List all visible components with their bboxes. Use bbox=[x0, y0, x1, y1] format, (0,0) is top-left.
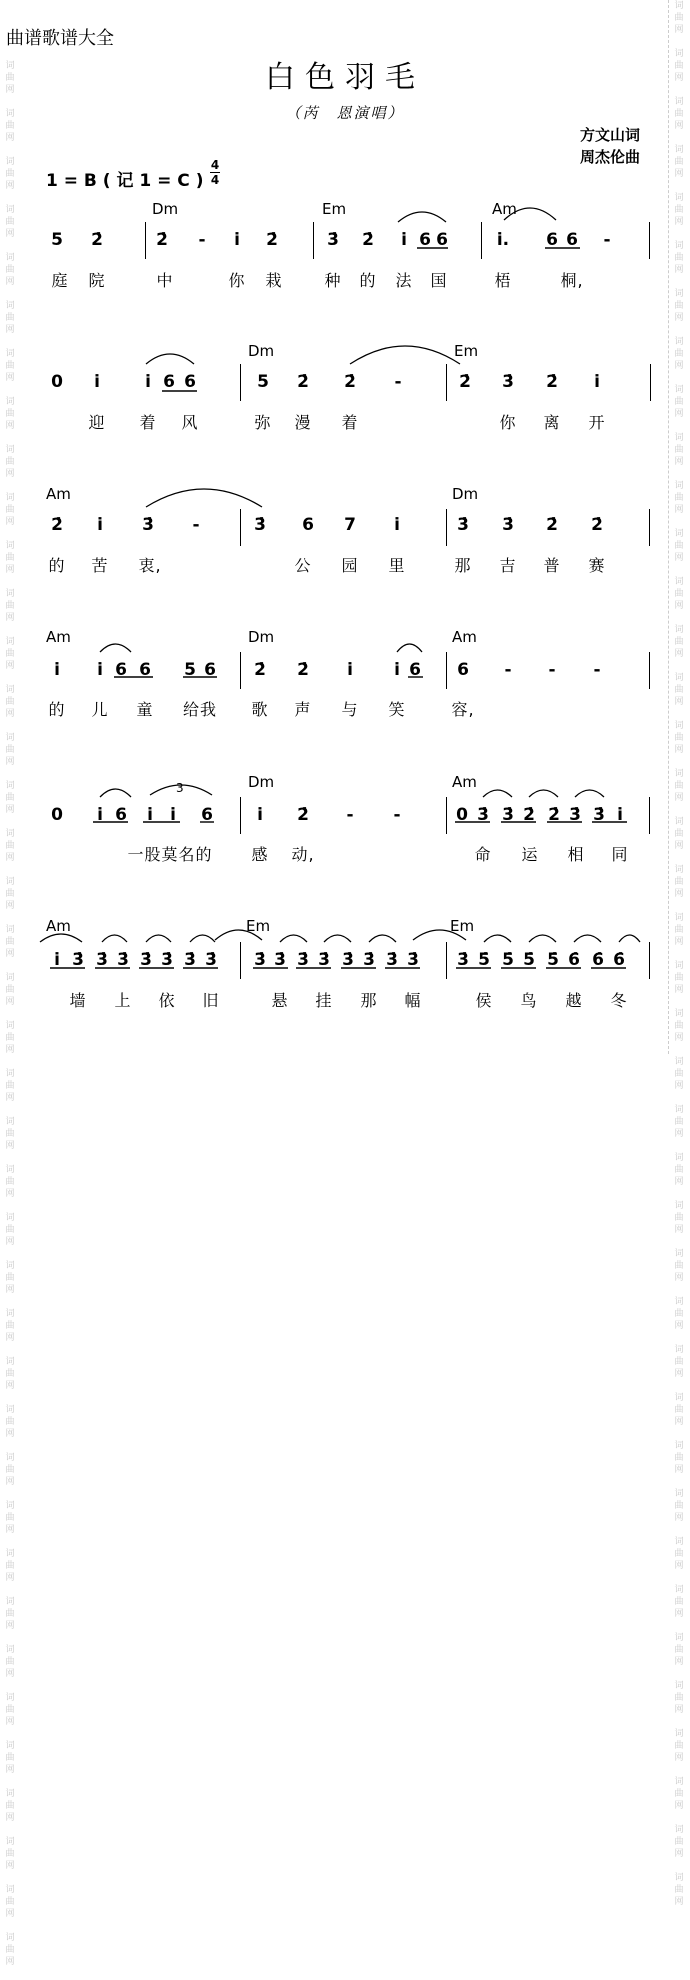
note: 2̇ bbox=[459, 372, 471, 392]
lyric-syllable: 挂 bbox=[315, 991, 333, 1010]
note: i̇ bbox=[594, 372, 600, 392]
key-signature: 1 = B ( 记 1 = C ) bbox=[46, 171, 204, 191]
lyric-syllable: 普 bbox=[543, 556, 561, 575]
note: 3̇ bbox=[502, 372, 514, 392]
slur bbox=[215, 930, 262, 940]
note: i̇ bbox=[94, 372, 100, 392]
note: 2̇ bbox=[156, 230, 168, 250]
note: 6 bbox=[436, 230, 448, 250]
chord-symbol: Am bbox=[46, 485, 71, 503]
slur bbox=[398, 212, 446, 222]
lyric-syllable: 歌 bbox=[251, 700, 269, 719]
slur bbox=[280, 935, 307, 942]
note: - bbox=[603, 230, 611, 250]
lyric-syllable: 里 bbox=[388, 556, 406, 575]
chord-symbol: Dm bbox=[248, 628, 275, 646]
lyric-syllable: 你 bbox=[499, 413, 517, 432]
note: 2̇ bbox=[297, 805, 309, 825]
slur bbox=[100, 789, 131, 797]
note: 3̇ bbox=[342, 950, 354, 970]
note: i̇ bbox=[147, 805, 153, 825]
note: 3̇ bbox=[254, 950, 266, 970]
note: 3̇ bbox=[274, 950, 286, 970]
lyric-syllable: 弥 bbox=[254, 413, 272, 432]
note: - bbox=[346, 805, 354, 825]
note: - bbox=[394, 372, 402, 392]
slur bbox=[397, 644, 422, 652]
note: i̇ bbox=[54, 950, 60, 970]
slur bbox=[575, 790, 604, 797]
lyric-syllable: 儿 bbox=[91, 700, 109, 719]
lyric-syllable: 的 bbox=[359, 271, 377, 290]
lyric-syllable: 国 bbox=[430, 271, 448, 290]
note: 5̇ bbox=[502, 950, 514, 970]
lyric-syllable: 命 bbox=[474, 845, 492, 864]
note: 5̇ bbox=[523, 950, 535, 970]
song-title: 白色羽毛 bbox=[265, 60, 425, 95]
lyric-syllable: 中 bbox=[156, 271, 174, 290]
note: 2̇ bbox=[546, 515, 558, 535]
note: 3̇ bbox=[96, 950, 108, 970]
composer-credit: 周杰伦曲 bbox=[579, 148, 640, 166]
time-signature-bottom: 4 bbox=[210, 173, 220, 187]
note: 3̇ bbox=[205, 950, 217, 970]
watermark-left: 词 曲 网 词 曲 网 词 曲 网 词 曲 网 词 曲 网 词 曲 网 词 曲 网 词 曲 网 词 曲 网 词 曲 网 词 曲 网 词 曲 网 词 曲 网 词 曲 网 词 曲 网 词 曲 网 词 曲 网 词 曲 网 词 曲 网 词 曲 网 词 曲 网 词 曲 网 词 曲 网 词 曲 网 词 曲 网 词 曲 网 词 曲 网 词 曲 网 词 曲 网 词 曲 网 词 曲 网 词 曲 网 词 曲 网 词 曲 网 词 曲 网 词 曲 网 词 曲 网 词 曲 网 词 曲 网 词 曲 网 bbox=[5, 61, 15, 1967]
chord-symbol: Am bbox=[46, 917, 71, 935]
lyric-syllable: 桐, bbox=[560, 271, 584, 290]
note: 6̇ bbox=[592, 950, 604, 970]
note: 3̇ bbox=[297, 950, 309, 970]
chord-symbol: Am bbox=[492, 200, 517, 218]
chord-symbol: Em bbox=[322, 200, 347, 218]
note: 5 bbox=[257, 372, 269, 392]
lyric-syllable: 你 bbox=[228, 271, 246, 290]
note: 2̇ bbox=[548, 805, 560, 825]
note: 3̇ bbox=[502, 805, 514, 825]
lyric-syllable: 栽 bbox=[265, 271, 283, 290]
note: i̇ bbox=[234, 230, 240, 250]
note: 3̇ bbox=[569, 805, 581, 825]
lyric-syllable: 吉 bbox=[499, 556, 517, 575]
note: - bbox=[548, 660, 556, 680]
lyric-syllable: 上 bbox=[114, 991, 132, 1010]
note: 2̇ bbox=[523, 805, 535, 825]
note: 3̇ bbox=[477, 805, 489, 825]
note: - bbox=[393, 805, 401, 825]
lyric-syllable: 的 bbox=[48, 556, 66, 575]
note: i̇ bbox=[97, 805, 103, 825]
lyric-syllable: 院 bbox=[88, 271, 106, 290]
lyric-syllable: 法 bbox=[395, 271, 413, 290]
slur bbox=[146, 935, 171, 942]
lyric-syllable: 越 bbox=[565, 991, 583, 1010]
lyric-syllable: 给我 bbox=[182, 700, 218, 719]
triplet-mark: 3 bbox=[176, 781, 184, 795]
note: i̇ bbox=[97, 660, 103, 680]
note: 3̇ bbox=[407, 950, 419, 970]
lyric-syllable: 声 bbox=[294, 700, 312, 719]
note: 3̇ bbox=[161, 950, 173, 970]
note: 6 bbox=[457, 660, 469, 680]
note: 2̇ bbox=[51, 515, 63, 535]
note: 6 bbox=[419, 230, 431, 250]
note: 6 bbox=[115, 660, 127, 680]
note: - bbox=[192, 515, 200, 535]
note: i̇ bbox=[54, 660, 60, 680]
lyric-syllable: 与 bbox=[341, 700, 359, 719]
note: 2̇ bbox=[362, 230, 374, 250]
time-signature-top: 4 bbox=[210, 158, 220, 172]
note: 0 bbox=[51, 805, 63, 825]
chord-symbol: Dm bbox=[248, 342, 275, 360]
lyric-syllable: 的 bbox=[48, 700, 66, 719]
note: 2̇ bbox=[254, 660, 266, 680]
lyric-syllable: 侯 bbox=[475, 991, 493, 1010]
lyric-syllable: 容, bbox=[451, 700, 475, 719]
lyric-syllable: 着 bbox=[341, 413, 359, 432]
note: 2̇ bbox=[297, 660, 309, 680]
lyric-syllable: 墙 bbox=[69, 991, 87, 1010]
lyric-syllable: 园 bbox=[341, 556, 359, 575]
lyric-syllable: 梧 bbox=[494, 271, 512, 290]
note: 6 bbox=[409, 660, 421, 680]
slur bbox=[102, 935, 127, 942]
watermark-right: 词 曲 网 词 曲 网 词 曲 网 词 曲 网 词 曲 网 词 曲 网 词 曲 网 词 曲 网 词 曲 网 词 曲 网 词 曲 网 词 曲 网 词 曲 网 词 曲 网 词 曲 网 词 曲 网 词 曲 网 词 曲 网 词 曲 网 词 曲 网 词 曲 网 词 曲 网 词 曲 网 词 曲 网 词 曲 网 词 曲 网 词 曲 网 词 曲 网 词 曲 网 词 曲 网 词 曲 网 词 曲 网 词 曲 网 词 曲 网 词 曲 网 词 曲 网 词 曲 网 词 曲 网 词 曲 网 词 曲 网 bbox=[674, 1, 684, 1907]
lyric-syllable: 依 bbox=[158, 991, 176, 1010]
lyric-syllable: 旧 bbox=[202, 991, 220, 1010]
note: 6 bbox=[302, 515, 314, 535]
note: 5̇ bbox=[547, 950, 559, 970]
lyric-syllable: 童 bbox=[136, 700, 154, 719]
lyric-syllable: 开 bbox=[588, 413, 606, 432]
chord-symbol: Em bbox=[450, 917, 475, 935]
lyric-syllable: 漫 bbox=[294, 413, 312, 432]
chord-symbol: Am bbox=[452, 628, 477, 646]
note: 3̇ bbox=[593, 805, 605, 825]
note: 2̇ bbox=[297, 372, 309, 392]
lyric-syllable: 公 bbox=[294, 556, 312, 575]
slur bbox=[529, 935, 556, 942]
note: 5̇ bbox=[478, 950, 490, 970]
chord-symbol: Dm bbox=[152, 200, 179, 218]
note: 2̇ bbox=[546, 372, 558, 392]
note: 6̇ bbox=[568, 950, 580, 970]
lyric-syllable: 动, bbox=[291, 845, 315, 864]
slur bbox=[146, 354, 194, 364]
slur bbox=[413, 930, 466, 940]
note: 3̇ bbox=[363, 950, 375, 970]
note: i̇ bbox=[145, 372, 151, 392]
slur bbox=[324, 935, 351, 942]
slur bbox=[146, 489, 262, 507]
note: i̇ bbox=[257, 805, 263, 825]
slur bbox=[483, 790, 512, 797]
slur bbox=[100, 644, 131, 652]
slur bbox=[484, 935, 511, 942]
chord-symbol: Dm bbox=[248, 773, 275, 791]
note: 2̇ bbox=[266, 230, 278, 250]
lyric-syllable: 感 bbox=[251, 845, 269, 864]
note: 6 bbox=[201, 805, 213, 825]
note: 6 bbox=[163, 372, 175, 392]
slur bbox=[350, 346, 460, 364]
note: - bbox=[198, 230, 206, 250]
lyric-syllable: 离 bbox=[543, 413, 561, 432]
lyric-syllable: 那 bbox=[454, 556, 472, 575]
lyric-syllable: 种 bbox=[324, 271, 342, 290]
note: 3̇ bbox=[184, 950, 196, 970]
note: i̇ bbox=[394, 660, 400, 680]
note: 6 bbox=[566, 230, 578, 250]
note: 7 bbox=[344, 515, 356, 535]
note: 3̇ bbox=[117, 950, 129, 970]
lyric-syllable: 运 bbox=[521, 845, 539, 864]
chord-symbol: Dm bbox=[452, 485, 479, 503]
note: 6 bbox=[204, 660, 216, 680]
note: 3̇ bbox=[72, 950, 84, 970]
lyric-syllable: 幅 bbox=[404, 991, 422, 1010]
lyric-syllable: 风 bbox=[181, 413, 199, 432]
note: 0 bbox=[51, 372, 63, 392]
lyric-syllable: 一股莫名的 bbox=[127, 845, 213, 864]
note: 3̇ bbox=[254, 515, 266, 535]
slur bbox=[190, 935, 215, 942]
note: 6 bbox=[546, 230, 558, 250]
slur bbox=[574, 935, 601, 942]
note: 3̇ bbox=[142, 515, 154, 535]
note: 2̇ bbox=[591, 515, 603, 535]
note: i̇ bbox=[401, 230, 407, 250]
note: 2̇ bbox=[91, 230, 103, 250]
note: i̇ bbox=[347, 660, 353, 680]
lyricist-credit: 方文山词 bbox=[579, 126, 640, 144]
lyric-syllable: 苦 bbox=[91, 556, 109, 575]
slur bbox=[504, 208, 556, 220]
note: 3̇ bbox=[140, 950, 152, 970]
lyric-syllable: 笑 bbox=[388, 700, 406, 719]
chord-symbol: Am bbox=[46, 628, 71, 646]
lyric-syllable: 相 bbox=[567, 845, 585, 864]
lyric-syllable: 迎 bbox=[88, 413, 106, 432]
note: i̇ bbox=[394, 515, 400, 535]
slur bbox=[150, 785, 212, 795]
note: 0 bbox=[456, 805, 468, 825]
lyric-syllable: 冬 bbox=[610, 991, 628, 1010]
note: 3̇ bbox=[386, 950, 398, 970]
note: 3̇ bbox=[327, 230, 339, 250]
note: i̇ bbox=[170, 805, 176, 825]
slur bbox=[529, 790, 558, 797]
lyric-syllable: 同 bbox=[611, 845, 629, 864]
lyric-syllable: 悬 bbox=[271, 991, 289, 1010]
lyric-syllable: 那 bbox=[360, 991, 378, 1010]
note: i̇. bbox=[496, 230, 510, 250]
note: - bbox=[593, 660, 601, 680]
slur bbox=[369, 935, 396, 942]
note: i̇ bbox=[97, 515, 103, 535]
note: 5 bbox=[184, 660, 196, 680]
note: 6 bbox=[115, 805, 127, 825]
lyric-syllable: 衷, bbox=[138, 556, 162, 575]
slur bbox=[40, 934, 82, 942]
note: i̇ bbox=[617, 805, 623, 825]
note: 3̇ bbox=[502, 515, 514, 535]
slur bbox=[619, 935, 640, 942]
note: 3̇ bbox=[457, 950, 469, 970]
note: 6 bbox=[184, 372, 196, 392]
site-label: 曲谱歌谱大全 bbox=[6, 28, 114, 49]
note: 6̇ bbox=[613, 950, 625, 970]
lyric-syllable: 鸟 bbox=[520, 991, 538, 1010]
note: - bbox=[504, 660, 512, 680]
chord-symbol: Am bbox=[452, 773, 477, 791]
chord-symbol: Em bbox=[246, 917, 271, 935]
note: 6 bbox=[139, 660, 151, 680]
lyric-syllable: 庭 bbox=[51, 271, 69, 290]
note: 5 bbox=[51, 230, 63, 250]
chord-symbol: Em bbox=[454, 342, 479, 360]
note: 2̇ bbox=[344, 372, 356, 392]
singer-credit: （芮 恩演唱） bbox=[285, 104, 405, 122]
note: 3̇ bbox=[318, 950, 330, 970]
lyric-syllable: 着 bbox=[139, 413, 157, 432]
note: 3̇ bbox=[457, 515, 469, 535]
lyric-syllable: 赛 bbox=[588, 556, 606, 575]
